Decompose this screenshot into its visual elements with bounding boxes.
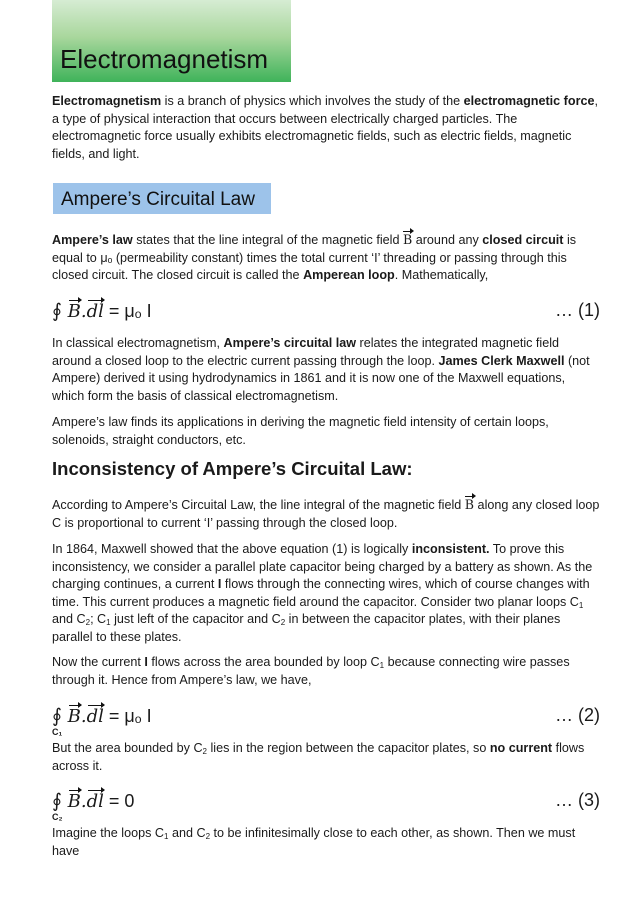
- equation-2: [52, 705, 600, 737]
- classical-paragraph: [52, 335, 600, 405]
- now-text-2: flows across the area bounded by loop C: [147, 655, 380, 669]
- equation-2-lhs: ∮ B.dl = μₒ I: [52, 705, 152, 727]
- imagine-text-1: Imagine the loops C: [52, 826, 165, 840]
- vector-dl: dl: [86, 791, 104, 812]
- classical-term: Ampere’s circuital law: [223, 336, 357, 350]
- equation-1-rhs: = μₒ I: [103, 301, 152, 321]
- section-title-banner: [53, 183, 271, 214]
- equation-3-rhs: = 0: [103, 791, 135, 811]
- maxwell-name: James Clerk Maxwell: [438, 353, 565, 368]
- contour-integral-symbol: ∮: [52, 300, 62, 322]
- subscript: 1: [578, 600, 584, 610]
- classical-text-1: In classical electromagnetism,: [52, 336, 224, 350]
- intro-term: Electromagnetism: [52, 94, 162, 108]
- maxwell-text-2: To prove this inconsistency, we consider a parallel plate capacitor being charged by a battery as shown. As the charging continues, a current: [52, 542, 593, 591]
- contour-integral-symbol: ∮: [52, 705, 62, 727]
- imagine-text-3: to be infinitesimally close to each other, as shown. Then we must have: [52, 826, 576, 858]
- now-text-3: because connecting wire passes through it. Hence from Ampere’s law, we have,: [52, 655, 570, 687]
- now-paragraph: [52, 654, 600, 689]
- classical-text-2: relates the integrated magnetic field around a closed loop to the electric current passing through the loop.: [52, 336, 560, 368]
- section-title: Ampere’s Circuital Law: [61, 189, 255, 210]
- law-text-4: . Mathematically,: [394, 268, 489, 282]
- intro-text-2: , a type of physical interaction that occurs between electrically charged particles. The electromagnetic force usually exhibits electromagnetic fields, such as electric fields, magnetic fields, and light.: [52, 94, 598, 161]
- maxwell-text-7: in between the capacitor plates, with their planes parallel to these plates.: [52, 612, 561, 644]
- title-banner: [52, 0, 291, 82]
- law-text-3: is equal to μₒ (permeability constant) times the total current ‘I’ threading or passing through this closed circuit. The closed circuit is called the: [52, 233, 577, 282]
- applications-paragraph: Ampere’s law finds its applications in deriving the magnetic field intensity of certain loops, solenoids, straight conductors, etc.: [52, 415, 549, 447]
- according-paragraph: [52, 496, 600, 532]
- law-text-1: states that the line integral of the magnetic field: [132, 233, 403, 247]
- imagine-text-2: and C: [168, 826, 206, 840]
- maxwell-text-6: just left of the capacitor and C: [110, 612, 281, 626]
- maxwell-paragraph: [52, 541, 600, 646]
- maxwell-text-1: In 1864, Maxwell showed that the above equation (1) is logically: [52, 542, 412, 556]
- but-paragraph: [52, 740, 600, 775]
- according-text-2: along any closed loop C is proportional to current ‘I’ passing through the closed loop.: [52, 498, 600, 530]
- but-text-1: But the area bounded by C: [52, 741, 203, 755]
- maxwell-bold-1: inconsistent.: [411, 542, 490, 556]
- equation-3: [52, 790, 600, 822]
- according-text-1: According to Ampere’s Circuital Law, the line integral of the magnetic field: [52, 498, 465, 512]
- section-heading-inconsistency: Inconsistency of Ampere’s Circuital Law:: [52, 458, 413, 479]
- subscript: 1: [379, 661, 385, 670]
- intro-paragraph: [52, 93, 600, 163]
- maxwell-text-4: and C: [52, 612, 86, 626]
- equation-1-lhs: ∮ B.dl = μₒ I: [52, 300, 152, 322]
- intro-term-2: electromagnetic force: [463, 94, 595, 108]
- law-term-2: closed circuit: [482, 233, 564, 247]
- law-term: Ampere’s law: [52, 233, 133, 247]
- subscript: 2: [202, 747, 207, 756]
- vector-b-symbol: B: [402, 232, 413, 247]
- but-text-2: lies in the region between the capacitor plates, so: [207, 741, 490, 755]
- contour-integral-symbol: ∮: [52, 790, 62, 812]
- but-text-3: flows across it.: [52, 741, 585, 773]
- equation-1-number: … (1): [555, 300, 600, 320]
- vector-dl: dl: [86, 706, 104, 727]
- equation-3-lhs: ∮ B.dl = 0: [52, 790, 135, 812]
- maxwell-bold-2: I: [217, 577, 222, 591]
- subscript: 2: [280, 618, 286, 627]
- vector-b: B: [67, 706, 81, 727]
- subscript: 2: [85, 618, 91, 627]
- now-text-1: Now the current: [52, 655, 145, 669]
- equation-2-loop-label: C₁: [52, 727, 63, 737]
- vector-b: B: [67, 301, 81, 322]
- vector-b: B: [67, 791, 81, 812]
- classical-text-3: (not Ampere) derived it using hydrodynamics in 1861 and it is now one of the Maxwell equations, which form the basis of classical electromagnetism.: [52, 353, 590, 403]
- vector-dl: dl: [86, 301, 104, 322]
- maxwell-text-3: flows through the connecting wires, which of course changes with time. This current produces a magnetic field around the capacitor. Consider two planar loops C: [52, 577, 590, 609]
- law-term-3: Amperean loop: [303, 268, 395, 282]
- maxwell-text-5: ; C: [90, 612, 107, 626]
- subscript: 1: [164, 832, 169, 841]
- imagine-paragraph: [52, 825, 600, 860]
- now-bold: I: [144, 655, 148, 669]
- subscript: 1: [106, 618, 111, 627]
- intro-text-1: is a branch of physics which involves the study of the: [161, 94, 464, 108]
- equation-3-number: … (3): [555, 790, 600, 810]
- equation-2-rhs: = μₒ I: [103, 706, 152, 726]
- no-current-bold: no current: [489, 741, 553, 755]
- subscript: 2: [205, 832, 211, 841]
- vector-b-symbol: B: [464, 497, 475, 512]
- law-paragraph: [52, 231, 600, 285]
- equation-3-loop-label: C₂: [52, 812, 63, 822]
- law-text-2: around any: [412, 233, 483, 247]
- equation-2-number: … (2): [555, 705, 600, 725]
- equation-1: [52, 300, 600, 326]
- page-title: Electromagnetism: [60, 44, 269, 74]
